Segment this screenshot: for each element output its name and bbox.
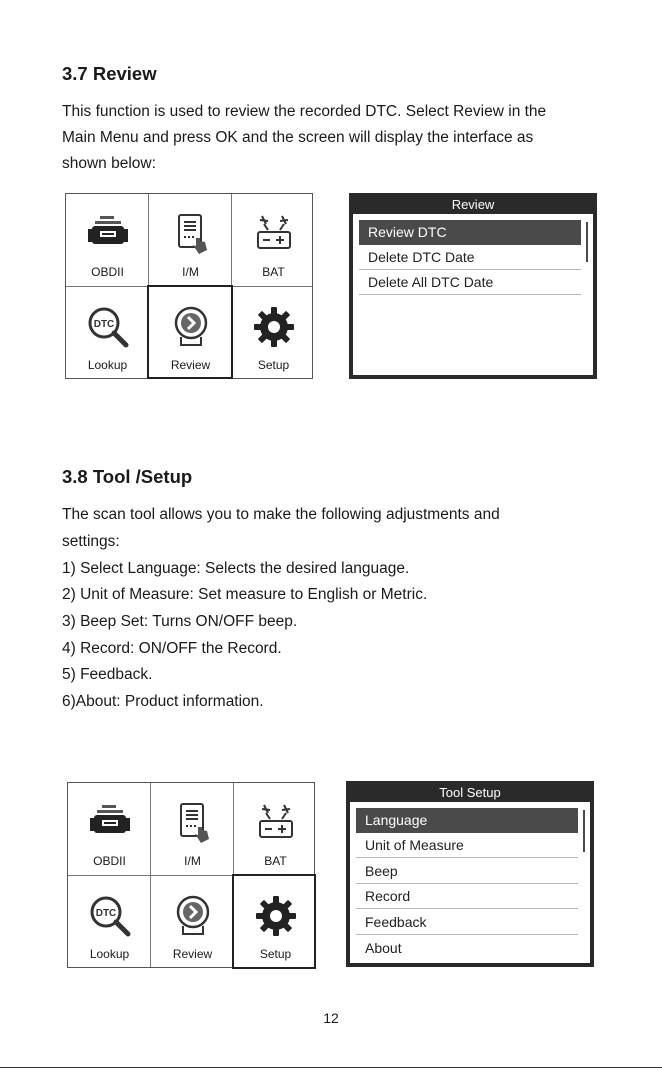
screen-body bbox=[350, 802, 590, 963]
battery-icon bbox=[254, 801, 298, 845]
menu-label-review: Review bbox=[170, 358, 211, 372]
section-heading-tool-setup: 3.8 Tool /Setup bbox=[62, 466, 193, 487]
main-menu-grid-setup bbox=[67, 782, 315, 968]
review-menu-item[interactable]: Review DTC bbox=[359, 220, 581, 245]
svg-text:DTC: DTC bbox=[95, 908, 116, 919]
paragraph-line: Main Menu and press OK and the screen will display the interface as bbox=[62, 129, 534, 146]
menu-item-obdii[interactable] bbox=[66, 194, 149, 286]
menu-label-obdii: OBDII bbox=[91, 265, 124, 279]
selection-highlight bbox=[147, 285, 233, 379]
menu-label-setup: Setup bbox=[259, 947, 292, 961]
dtc-magnifier-icon bbox=[88, 894, 132, 938]
menu-item-im[interactable] bbox=[151, 783, 234, 875]
list-item: 3) Beep Set: Turns ON/OFF beep. bbox=[62, 613, 298, 630]
list-item: 5) Feedback. bbox=[62, 666, 153, 683]
review-screen bbox=[349, 193, 597, 379]
menu-item-lookup[interactable] bbox=[66, 287, 149, 379]
setup-menu-item[interactable]: About bbox=[365, 940, 402, 956]
scrollbar[interactable] bbox=[586, 222, 588, 262]
tool-setup-screen bbox=[346, 781, 594, 967]
menu-item-obdii[interactable] bbox=[68, 783, 151, 875]
list-item: 1) Select Language: Selects the desired language. bbox=[62, 560, 410, 577]
screen-title: Review bbox=[451, 197, 495, 212]
setup-menu-item[interactable]: Feedback bbox=[356, 910, 578, 935]
menu-label-lookup: Lookup bbox=[87, 358, 128, 372]
menu-label-review: Review bbox=[172, 947, 213, 961]
menu-item-setup[interactable] bbox=[232, 287, 315, 379]
page-number: 12 bbox=[323, 1010, 339, 1026]
setup-menu-item[interactable]: Record bbox=[356, 884, 578, 909]
menu-label-setup: Setup bbox=[257, 358, 290, 372]
review-arrow-icon bbox=[171, 894, 215, 938]
menu-item-bat[interactable] bbox=[234, 783, 317, 875]
tablet-touch-icon bbox=[169, 212, 213, 256]
menu-label-im: I/M bbox=[182, 265, 199, 279]
list-item: 6)About: Product information. bbox=[62, 693, 264, 710]
menu-item-bat[interactable] bbox=[232, 194, 315, 286]
menu-label-lookup: Lookup bbox=[89, 947, 130, 961]
svg-text:DTC: DTC bbox=[93, 319, 114, 330]
setup-menu-item[interactable]: Beep bbox=[356, 859, 578, 884]
tablet-touch-icon bbox=[171, 801, 215, 845]
menu-label-obdii: OBDII bbox=[93, 854, 126, 868]
menu-item-im[interactable] bbox=[149, 194, 232, 286]
screen-body bbox=[353, 214, 593, 375]
menu-label-im: I/M bbox=[184, 854, 201, 868]
section-heading-review: 3.7 Review bbox=[62, 63, 157, 84]
screen-title: Tool Setup bbox=[439, 785, 501, 800]
setup-menu-item[interactable]: Unit of Measure bbox=[356, 833, 578, 858]
list-item: 4) Record: ON/OFF the Record. bbox=[62, 640, 282, 657]
main-menu-grid-review bbox=[65, 193, 313, 379]
paragraph-line: settings: bbox=[62, 533, 120, 550]
footer-rule bbox=[0, 1067, 662, 1068]
setup-menu-item[interactable]: Language bbox=[356, 808, 578, 833]
paragraph-line: The scan tool allows you to make the following adjustments and bbox=[62, 506, 500, 523]
list-item: 2) Unit of Measure: Set measure to English or Metric. bbox=[62, 586, 428, 603]
battery-icon bbox=[252, 212, 296, 256]
scrollbar[interactable] bbox=[583, 810, 585, 852]
menu-item-lookup[interactable] bbox=[68, 876, 151, 968]
menu-label-bat: BAT bbox=[264, 854, 287, 868]
menu-label-bat: BAT bbox=[262, 265, 285, 279]
menu-item-review[interactable] bbox=[151, 876, 234, 968]
review-menu-item[interactable]: Delete All DTC Date bbox=[359, 270, 581, 295]
dtc-magnifier-icon bbox=[86, 305, 130, 349]
paragraph-line: shown below: bbox=[62, 155, 156, 172]
selection-highlight bbox=[232, 874, 316, 969]
engine-icon bbox=[88, 801, 132, 845]
review-menu-item[interactable]: Delete DTC Date bbox=[359, 245, 581, 270]
paragraph-line: This function is used to review the recorded DTC. Select Review in the bbox=[62, 103, 547, 120]
engine-icon bbox=[86, 212, 130, 256]
gear-icon bbox=[252, 305, 296, 349]
